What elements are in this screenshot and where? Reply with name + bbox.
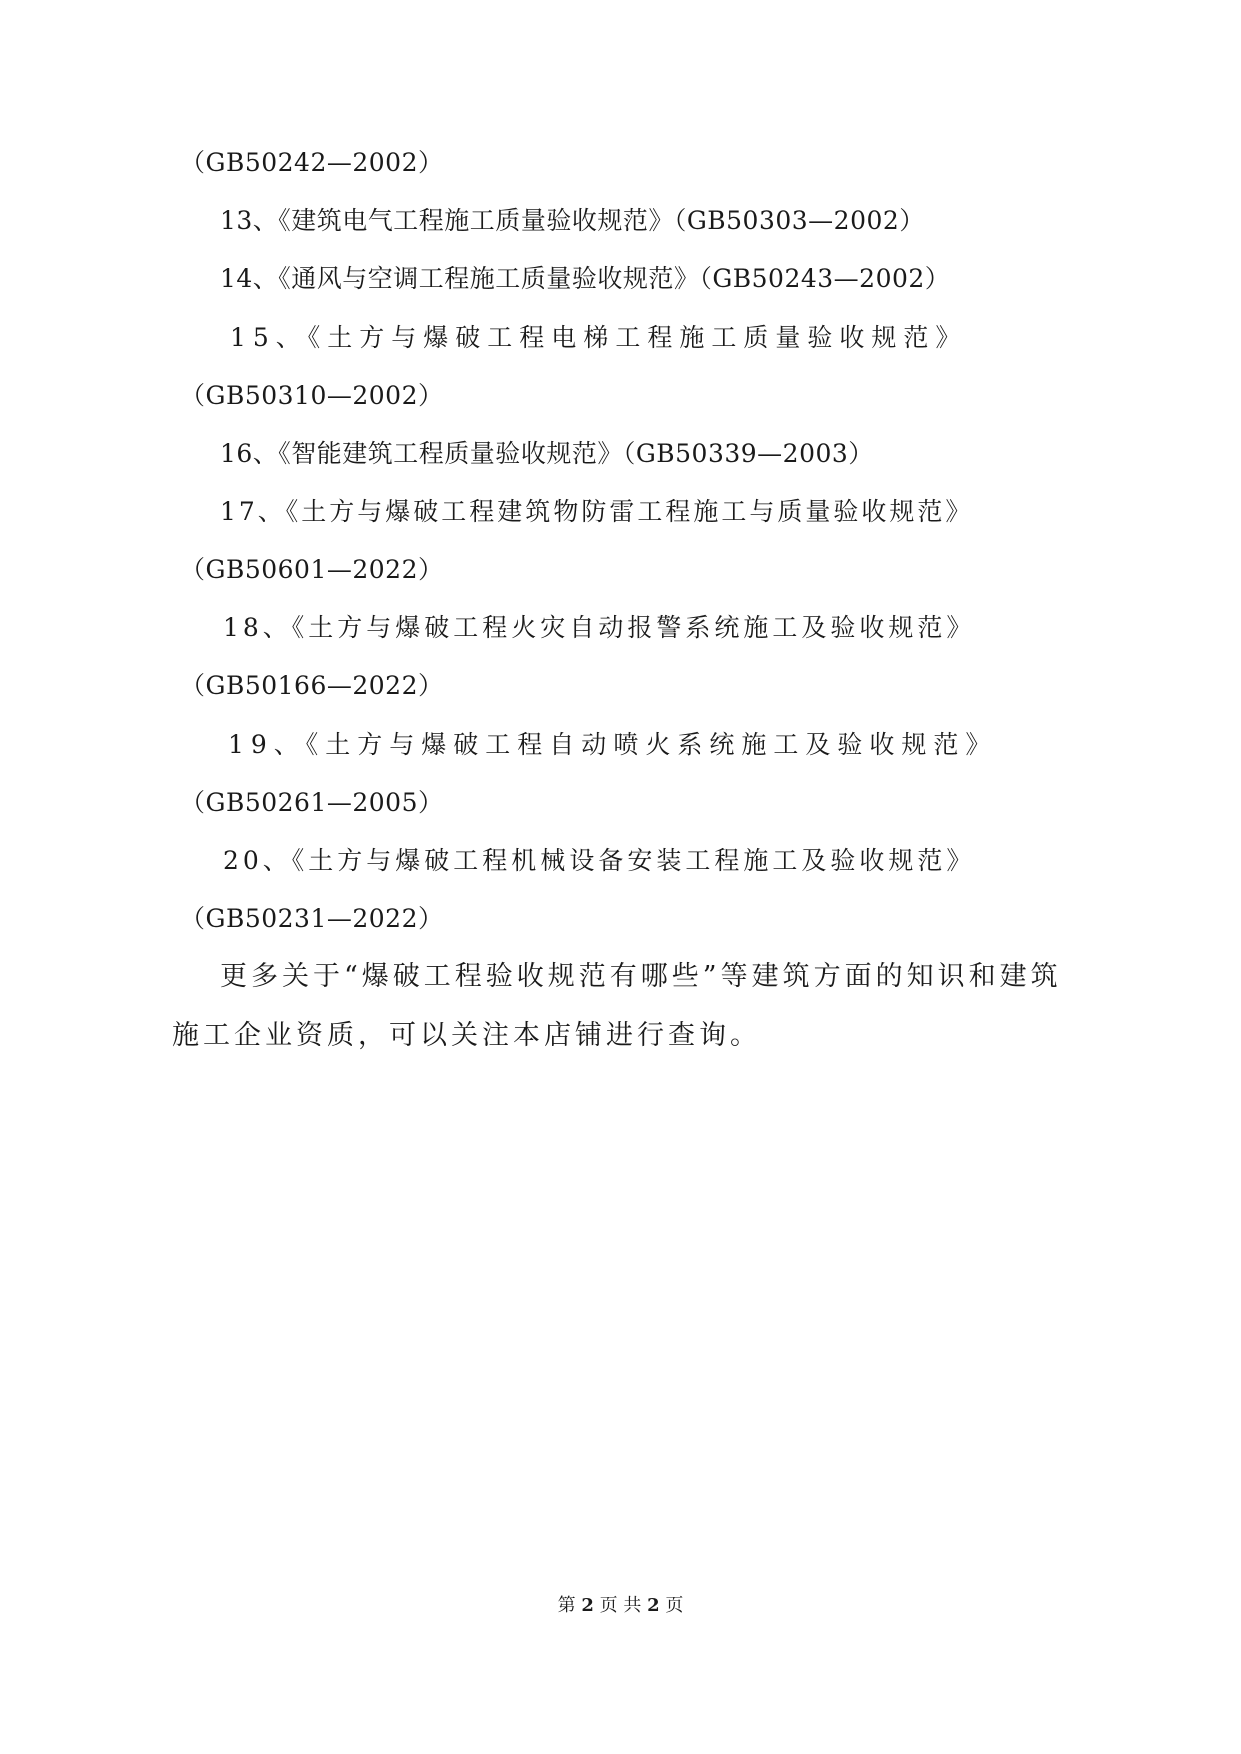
text-line: （GB50166—2022） [180, 671, 444, 700]
text-line: 18、《土方与爆破工程火灾自动报警系统施工及验收规范》 [223, 613, 976, 642]
footer-label: 共 [623, 1595, 642, 1616]
text-line: 15、《土方与爆破工程电梯工程施工质量验收规范》 [230, 323, 968, 352]
text-line: 16、《智能建筑工程质量验收规范》（GB50339—2003） [220, 439, 874, 468]
footer-label: 页 [665, 1595, 684, 1616]
footer-label: 第 [557, 1595, 576, 1616]
text-line: 17、《土方与爆破工程建筑物防雷工程施工与质量验收规范》 [220, 497, 974, 526]
text-line: 更多关于“爆破工程验收规范有哪些”等建筑方面的知识和建筑 [220, 961, 1062, 992]
text-line: （GB50231—2022） [180, 904, 444, 933]
text-line: 施工企业资质，可以关注本店铺进行查询。 [172, 1020, 761, 1051]
footer-label: 页 [599, 1595, 618, 1616]
total-pages-number: 2 [647, 1595, 660, 1616]
text-line: 19、《土方与爆破工程自动喷火系统施工及验收规范》 [228, 730, 998, 759]
text-line: （GB50310—2002） [180, 381, 444, 410]
text-line: （GB50601—2022） [180, 555, 444, 584]
text-line: （GB50242—2002） [180, 148, 444, 177]
text-line: 13、《建筑电气工程施工质量验收规范》（GB50303—2002） [220, 206, 925, 235]
current-page-number: 2 [581, 1595, 594, 1616]
text-line: 20、《土方与爆破工程机械设备安装工程施工及验收规范》 [223, 846, 976, 875]
text-line: 14、《通风与空调工程施工质量验收规范》（GB50243—2002） [220, 264, 951, 293]
page-footer [0, 1595, 1241, 1617]
text-line: （GB50261—2005） [180, 788, 444, 817]
